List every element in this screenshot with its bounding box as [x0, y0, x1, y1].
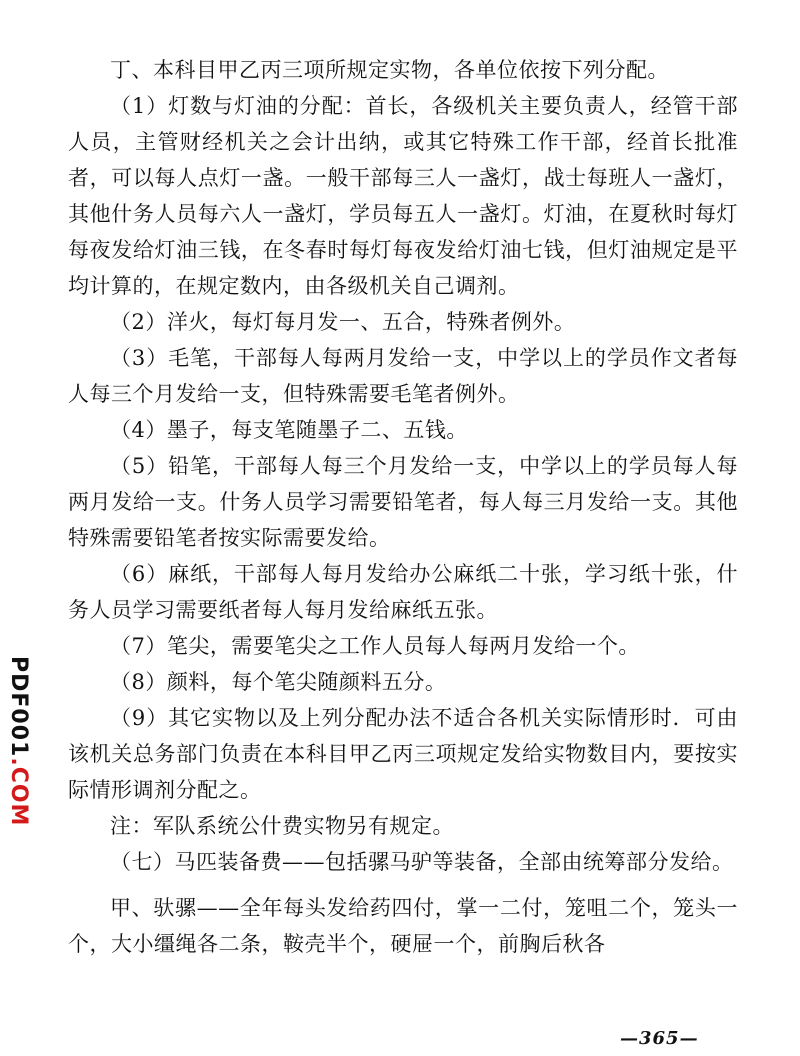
- paragraph-item-2-matches: （2）洋火，每灯每月发一、五合，特殊者例外。: [110, 310, 576, 334]
- paragraph-item-3-brush: （3）毛笔，干部每人每两月发给一支，中学以上的学员作文者每人每三个月发给一支，但特殊需要毛笔者例外。: [68, 346, 738, 406]
- paragraph-item-4-ink: （4）墨子，每支笔随墨子二、五钱。: [110, 418, 468, 442]
- paragraph-item-1-lamps: （1）灯数与灯油的分配：首长，各级机关主要负责人，经管干部人员，主管财经机关之会计出纳，或其它特殊工作干部，经首长批准者，可以每人点灯一盏。一般干部每三人一盏灯，战士每班人一盏灯，其他什务人员每六人一盏灯，学员每五人一盏灯。灯油，在夏秋时每灯每夜发给灯油三钱，在冬春时每灯每夜发给灯油七钱，但灯油规定是平均计算的，在规定数内，由各级机关自己调剂。: [68, 94, 738, 298]
- page-number: —365—: [620, 1028, 699, 1049]
- paragraph-item-5-pencil: （5）铅笔，干部每人每三个月发给一支，中学以上的学员每人每两月发给一支。什务人员学习需要铅笔者，每人每三月发给一支。其他特殊需要铅笔者按实际需要发给。: [68, 454, 738, 550]
- watermark-text-main: PDF001: [6, 656, 31, 758]
- paragraph-section-7-horses: （七）马匹装备费——包括骡马驴等装备，全部由统筹部分发给。: [110, 850, 734, 874]
- paragraph-item-6-paper: （6）麻纸，干部每人每月发给办公麻纸二十张，学习纸十张，什务人员学习需要纸者每人每月发给麻纸五张。: [68, 562, 738, 622]
- paragraph-ding-intro: 丁、本科目甲乙丙三项所规定实物，各单位依按下列分配。: [110, 58, 669, 82]
- paragraph-item-9-other: （9）其它实物以及上列分配办法不适合各机关实际情形时．可由该机关总务部门负责在本科目甲乙丙三项规定发给实物数目内，要按实际情形调剂分配之。: [68, 706, 738, 802]
- paragraph-jia-mules: 甲、驮骡——全年每头发给药四付，掌一二付，笼咀二个，笼头一个，大小缰绳各二条，鞍壳半个，硬屉一个，前胸后秋各: [68, 896, 738, 956]
- paragraph-item-7-nib: （7）笔尖，需要笔尖之工作人员每人每两月发给一个。: [110, 634, 640, 658]
- body-text: [68, 52, 738, 962]
- watermark-text-domain: .COM: [6, 757, 31, 827]
- paragraph-item-8-pigment: （8）颜料，每个笔尖随颜料五分。: [110, 670, 447, 694]
- paragraph-note: 注：军队系统公什费实物另有规定。: [110, 814, 454, 838]
- watermark: [4, 656, 32, 827]
